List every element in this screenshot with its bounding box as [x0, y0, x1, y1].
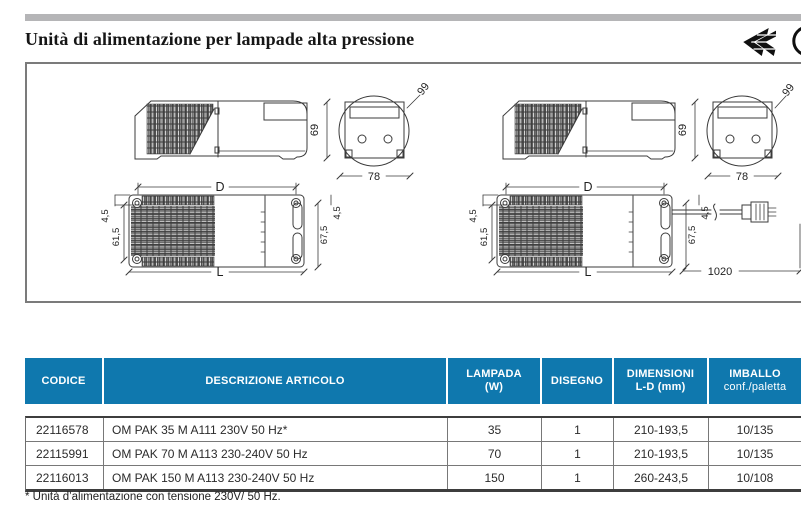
cell-lampada: 150: [447, 466, 541, 489]
side-view: [135, 101, 307, 159]
dim-depth-label: D: [583, 180, 593, 194]
dim-width-label: 78: [367, 171, 381, 183]
dim-length-label: L: [584, 265, 592, 279]
dim-depth-label: D: [215, 180, 225, 194]
cell-descrizione: OM PAK 70 M A113 230-240V 50 Hz: [103, 442, 447, 465]
end-view: [677, 82, 797, 183]
column-header-codice: [25, 358, 102, 404]
table-row: [26, 418, 801, 442]
column-header-label: LAMPADA: [466, 368, 522, 380]
column-header-descrizione: [102, 358, 446, 404]
cell-imballo: 10/135: [708, 418, 801, 441]
table-row: [26, 442, 801, 466]
cell-disegno: 1: [541, 466, 613, 489]
column-header-label: DIMENSIONI: [626, 368, 695, 380]
dim-mount-b-label: 67,5: [319, 225, 330, 245]
dim-mount-b-label: 67,5: [687, 225, 698, 245]
column-header-sublabel: L-D (mm): [635, 381, 686, 393]
cell-dimensioni: 260-243,5: [613, 466, 708, 489]
page-title: Unità di alimentazione per lampade alta pressione: [25, 29, 415, 49]
dim-height-label: 69: [677, 123, 689, 137]
cell-descrizione: OM PAK 35 M A111 230V 50 Hz*: [103, 418, 447, 441]
column-header-dimensioni: [612, 358, 707, 404]
power-cable: [672, 202, 776, 222]
column-header-sublabel: (W): [484, 381, 504, 393]
end-view: [309, 81, 432, 183]
cell-codice: 22116578: [36, 422, 89, 437]
dim-mount-a-label: 61,5: [111, 227, 122, 247]
dim-cable-length-label: 1020: [707, 266, 733, 278]
column-header-label: CODICE: [41, 374, 86, 387]
dim-width-label: 78: [735, 171, 749, 183]
table-row: [26, 466, 801, 489]
column-header-label: IMBALLO: [729, 368, 781, 380]
top-view: [100, 180, 343, 279]
cell-lampada: 70: [447, 442, 541, 465]
cell-dimensioni: 210-193,5: [613, 442, 708, 465]
column-header-imballo: [707, 358, 801, 404]
column-header-lampada: [446, 358, 540, 404]
product-table-body: [25, 416, 801, 492]
ballast-drawing-left: [100, 81, 432, 279]
side-view: [503, 101, 675, 159]
dim-length-label: L: [216, 265, 224, 279]
table-footnote: * Unità d’alimentazione con tensione 230V/ 50 Hz.: [25, 491, 281, 503]
technical-drawing: [27, 64, 801, 301]
header-rule: [25, 14, 801, 21]
dim-mount-a-label: 61,5: [479, 227, 490, 247]
enec-certification-icon: [736, 27, 776, 57]
dim-diagonal-label: 99: [415, 80, 433, 98]
table-header: [25, 358, 801, 404]
cell-disegno: 1: [541, 418, 613, 441]
ce-mark-partial-icon: [787, 25, 801, 57]
column-header-sublabel: conf./paletta: [723, 381, 787, 393]
top-view: [468, 180, 711, 279]
cell-codice: 22116013: [36, 470, 89, 485]
dim-edge-offset-label: 4,5: [468, 209, 479, 223]
dim-edge-offset-label: 4,5: [332, 206, 343, 220]
column-header-label: DISEGNO: [550, 374, 604, 387]
dim-diagonal-label: 99: [780, 81, 798, 99]
cell-imballo: 10/108: [708, 466, 801, 489]
cell-dimensioni: 210-193,5: [613, 418, 708, 441]
ballast-drawing-right: [468, 82, 801, 279]
technical-drawing-panel: [25, 62, 801, 303]
dim-edge-offset-label: 4,5: [700, 206, 711, 220]
dim-height-label: 69: [309, 123, 321, 137]
cell-lampada: 35: [447, 418, 541, 441]
cell-descrizione: OM PAK 150 M A113 230-240V 50 Hz: [103, 466, 447, 489]
column-header-label: DESCRIZIONE ARTICOLO: [205, 374, 345, 387]
cable-dimension: [680, 224, 801, 278]
dim-edge-offset-label: 4,5: [100, 209, 111, 223]
cell-disegno: 1: [541, 442, 613, 465]
column-header-disegno: [540, 358, 612, 404]
cell-codice: 22115991: [36, 446, 89, 461]
cell-imballo: 10/135: [708, 442, 801, 465]
